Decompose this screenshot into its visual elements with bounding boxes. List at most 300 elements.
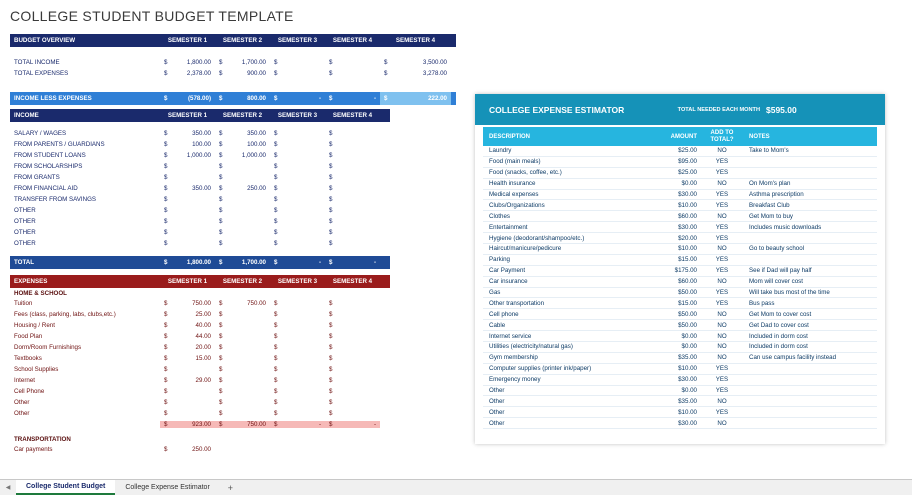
estimator-notes[interactable]	[743, 157, 877, 168]
expense-row[interactable]	[10, 408, 456, 419]
value-cell[interactable]	[325, 399, 380, 406]
value-cell[interactable]	[160, 377, 215, 384]
estimator-notes[interactable]: See if Dad will pay half	[743, 266, 877, 277]
value-cell[interactable]	[270, 344, 325, 351]
ile-label: INCOME LESS EXPENSES	[14, 95, 92, 102]
value-cell[interactable]	[160, 59, 215, 66]
estimator-add-to-total[interactable]: YES	[701, 168, 743, 179]
estimator-description[interactable]: Gas	[483, 288, 633, 299]
value-cell[interactable]	[325, 344, 380, 351]
estimator-row[interactable]	[483, 407, 877, 418]
value-cell[interactable]	[215, 311, 270, 318]
income-total-row[interactable]	[10, 256, 390, 269]
value-cell[interactable]	[215, 196, 270, 203]
estimator-row[interactable]	[483, 200, 877, 211]
value-cell[interactable]	[160, 344, 215, 351]
estimator-notes[interactable]: Breakfast Club	[743, 200, 877, 211]
estimator-description[interactable]: Computer supplies (printer ink/paper)	[483, 364, 633, 375]
estimator-row[interactable]	[483, 179, 877, 190]
estimator-notes[interactable]: Included in dorm cost	[743, 342, 877, 353]
estimator-notes[interactable]	[743, 407, 877, 418]
estimator-add-to-total[interactable]: YES	[701, 375, 743, 386]
estimator-amount[interactable]: $30.00	[633, 222, 701, 233]
value-cell[interactable]	[270, 229, 325, 236]
cell-value: 250.00	[247, 185, 266, 192]
currency-symbol: $	[274, 152, 278, 159]
subtotal-cell[interactable]	[270, 421, 325, 428]
value-cell[interactable]	[160, 322, 215, 329]
income-row[interactable]	[10, 161, 456, 172]
value-cell[interactable]	[215, 59, 270, 66]
value-cell[interactable]	[215, 163, 270, 170]
value-cell[interactable]	[160, 163, 215, 170]
currency-symbol: $	[274, 229, 278, 236]
estimator-row[interactable]	[483, 375, 877, 386]
value-cell[interactable]	[270, 163, 325, 170]
estimator-amount[interactable]: $50.00	[633, 320, 701, 331]
estimator-add-to-total[interactable]: YES	[701, 364, 743, 375]
estimator-row[interactable]	[483, 418, 877, 429]
value-cell[interactable]	[215, 399, 270, 406]
estimator-row[interactable]	[483, 255, 877, 266]
value-cell[interactable]	[215, 322, 270, 329]
value-cell[interactable]	[160, 174, 215, 181]
value-cell[interactable]	[270, 59, 325, 66]
estimator-description[interactable]: Gym membership	[483, 353, 633, 364]
value-cell[interactable]	[215, 355, 270, 362]
expense-row[interactable]	[10, 342, 456, 353]
estimator-description[interactable]: Entertainment	[483, 222, 633, 233]
estimator-notes[interactable]: Includes music downloads	[743, 222, 877, 233]
value-cell[interactable]	[160, 311, 215, 318]
subtotal-cell[interactable]	[325, 421, 380, 428]
value-cell[interactable]	[325, 185, 380, 192]
income-total-cell[interactable]	[215, 259, 270, 266]
income-row[interactable]	[10, 216, 456, 227]
estimator-add-to-total[interactable]: NO	[701, 309, 743, 320]
value-cell[interactable]	[325, 130, 380, 137]
currency-symbol: $	[219, 70, 223, 77]
expense-row[interactable]	[10, 364, 456, 375]
income-row[interactable]	[10, 194, 456, 205]
estimator-add-to-total[interactable]: NO	[701, 353, 743, 364]
ile-cell-3[interactable]	[270, 95, 325, 102]
estimator-amount[interactable]: $175.00	[633, 266, 701, 277]
estimator-amount[interactable]: $0.00	[633, 386, 701, 397]
expense-row[interactable]	[10, 375, 456, 386]
value-cell[interactable]	[160, 366, 215, 373]
estimator-amount[interactable]: $25.00	[633, 168, 701, 179]
estimator-description[interactable]: Car insurance	[483, 277, 633, 288]
overview-row[interactable]	[10, 57, 456, 68]
value-cell[interactable]	[325, 377, 380, 384]
overview-sem-1: SEMESTER 1	[167, 37, 208, 44]
estimator-amount[interactable]: $30.00	[633, 418, 701, 429]
income-row[interactable]	[10, 172, 456, 183]
estimator-description[interactable]: Food (main meals)	[483, 157, 633, 168]
value-cell[interactable]	[325, 59, 380, 66]
value-cell[interactable]	[215, 207, 270, 214]
currency-symbol: $	[274, 259, 278, 266]
estimator-add-to-total[interactable]: NO	[701, 418, 743, 429]
currency-symbol: $	[219, 410, 223, 417]
value-cell[interactable]	[380, 59, 451, 66]
estimator-notes[interactable]: On Mom's plan	[743, 179, 877, 190]
value-cell[interactable]	[325, 388, 380, 395]
expense-row[interactable]	[10, 397, 456, 408]
income-row[interactable]	[10, 183, 456, 194]
value-cell[interactable]	[160, 152, 215, 159]
estimator-notes[interactable]	[743, 255, 877, 266]
value-cell[interactable]	[160, 410, 215, 417]
value-cell[interactable]	[270, 333, 325, 340]
estimator-add-to-total[interactable]: YES	[701, 386, 743, 397]
estimator-add-to-total[interactable]: NO	[701, 331, 743, 342]
estimator-amount[interactable]: $10.00	[633, 407, 701, 418]
value-cell[interactable]	[325, 174, 380, 181]
value-cell[interactable]	[270, 70, 325, 77]
value-cell[interactable]	[160, 218, 215, 225]
estimator-description[interactable]: Car Payment	[483, 266, 633, 277]
value-cell[interactable]	[270, 196, 325, 203]
value-cell[interactable]	[160, 130, 215, 137]
estimator-amount[interactable]: $0.00	[633, 342, 701, 353]
value-cell[interactable]	[215, 174, 270, 181]
estimator-description[interactable]: Clothes	[483, 211, 633, 222]
estimator-description[interactable]: Cell phone	[483, 309, 633, 320]
ile-cell-2[interactable]	[215, 95, 270, 102]
estimator-add-to-total[interactable]: NO	[701, 342, 743, 353]
income-row[interactable]	[10, 205, 456, 216]
estimator-row[interactable]	[483, 190, 877, 201]
estimator-add-to-total[interactable]: YES	[701, 255, 743, 266]
tab-college-student-budget[interactable]: College Student Budget	[16, 480, 115, 495]
value-cell[interactable]	[270, 130, 325, 137]
value-cell[interactable]	[215, 366, 270, 373]
car-payments-row[interactable]	[10, 444, 456, 455]
value-cell[interactable]	[270, 377, 325, 384]
value-cell[interactable]	[215, 410, 270, 417]
estimator-notes[interactable]	[743, 168, 877, 179]
value-cell[interactable]	[325, 218, 380, 225]
estimator-description[interactable]: Other	[483, 396, 633, 407]
estimator-notes[interactable]	[743, 418, 877, 429]
estimator-notes[interactable]: Go to beauty school	[743, 244, 877, 255]
expense-subtotal-row[interactable]	[10, 419, 456, 430]
estimator-notes[interactable]: Asthma prescription	[743, 190, 877, 201]
estimator-amount[interactable]: $50.00	[633, 309, 701, 320]
value-cell[interactable]	[325, 410, 380, 417]
estimator-description[interactable]: Health insurance	[483, 179, 633, 190]
value-cell[interactable]	[270, 152, 325, 159]
estimator-row[interactable]	[483, 168, 877, 179]
value-cell[interactable]	[270, 174, 325, 181]
estimator-row[interactable]	[483, 386, 877, 397]
estimator-amount[interactable]: $35.00	[633, 396, 701, 407]
total-value: -	[318, 259, 321, 266]
value-cell[interactable]	[325, 311, 380, 318]
income-less-expenses-row[interactable]	[10, 92, 456, 105]
estimator-amount[interactable]: $30.00	[633, 190, 701, 201]
value-cell[interactable]	[380, 70, 451, 77]
estimator-row[interactable]	[483, 309, 877, 320]
value-cell[interactable]	[270, 366, 325, 373]
value-cell[interactable]	[160, 300, 215, 307]
value-cell[interactable]	[325, 229, 380, 236]
value-cell[interactable]	[270, 399, 325, 406]
value-cell[interactable]	[160, 229, 215, 236]
ile-cell-total[interactable]	[380, 92, 451, 105]
estimator-row[interactable]	[483, 288, 877, 299]
value-cell[interactable]	[160, 388, 215, 395]
value-cell[interactable]	[160, 399, 215, 406]
estimator-add-to-total[interactable]: NO	[701, 179, 743, 190]
income-row[interactable]	[10, 238, 456, 249]
estimator-row[interactable]	[483, 266, 877, 277]
expense-row[interactable]	[10, 386, 456, 397]
value-cell[interactable]	[215, 240, 270, 247]
expense-rows	[10, 298, 456, 419]
value-cell[interactable]	[215, 388, 270, 395]
estimator-row[interactable]	[483, 233, 877, 244]
income-total-cell[interactable]	[160, 259, 215, 266]
estimator-add-to-total[interactable]: YES	[701, 233, 743, 244]
value-cell[interactable]	[270, 300, 325, 307]
estimator-row[interactable]	[483, 353, 877, 364]
value-cell[interactable]	[215, 333, 270, 340]
value-cell[interactable]	[215, 152, 270, 159]
estimator-amount[interactable]: $15.00	[633, 255, 701, 266]
value-cell[interactable]	[325, 152, 380, 159]
estimator-add-to-total[interactable]: NO	[701, 396, 743, 407]
estimator-notes[interactable]: Included in dorm cost	[743, 331, 877, 342]
estimator-add-to-total[interactable]: YES	[701, 157, 743, 168]
income-row[interactable]	[10, 128, 456, 139]
currency-symbol: $	[219, 333, 223, 340]
currency-symbol: $	[274, 163, 278, 170]
estimator-notes[interactable]	[743, 233, 877, 244]
overview-row[interactable]	[10, 68, 456, 79]
estimator-add-to-total[interactable]: YES	[701, 190, 743, 201]
value-cell[interactable]	[325, 300, 380, 307]
estimator-notes[interactable]	[743, 396, 877, 407]
estimator-description[interactable]: Hygiene (deodorant/shampoo/etc.)	[483, 233, 633, 244]
value-cell[interactable]	[270, 388, 325, 395]
value-cell[interactable]	[270, 141, 325, 148]
estimator-notes[interactable]: Take to Mom's	[743, 146, 877, 157]
estimator-notes[interactable]: Get Dad to cover cost	[743, 320, 877, 331]
value-cell[interactable]	[325, 355, 380, 362]
value-cell[interactable]	[215, 70, 270, 77]
estimator-row[interactable]	[483, 146, 877, 157]
estimator-amount[interactable]: $60.00	[633, 277, 701, 288]
cell-value: 29.00	[195, 377, 211, 384]
currency-symbol: $	[219, 174, 223, 181]
income-sem-3: SEMESTER 3	[277, 112, 318, 119]
value-cell[interactable]	[270, 322, 325, 329]
currency-symbol: $	[274, 421, 278, 428]
value-cell[interactable]	[160, 70, 215, 77]
car-cell[interactable]	[160, 446, 215, 453]
estimator-amount[interactable]: $0.00	[633, 331, 701, 342]
income-total-cell[interactable]	[270, 259, 325, 266]
estimator-row[interactable]	[483, 277, 877, 288]
tab-college-expense-estimator[interactable]: College Expense Estimator	[125, 484, 210, 491]
subtotal-cell[interactable]	[215, 421, 270, 428]
estimator-add-to-total[interactable]: YES	[701, 288, 743, 299]
estimator-add-to-total[interactable]: YES	[701, 222, 743, 233]
estimator-add-to-total[interactable]: YES	[701, 407, 743, 418]
estimator-description[interactable]: Utilities (electricity/natural gas)	[483, 342, 633, 353]
estimator-add-to-total[interactable]: NO	[701, 277, 743, 288]
value-cell[interactable]	[325, 207, 380, 214]
value-cell[interactable]	[160, 355, 215, 362]
estimator-notes[interactable]: Get Mom to buy	[743, 211, 877, 222]
estimator-row[interactable]	[483, 211, 877, 222]
estimator-row[interactable]	[483, 157, 877, 168]
expense-row[interactable]	[10, 331, 456, 342]
value-cell[interactable]	[270, 240, 325, 247]
estimator-description[interactable]: Medical expenses	[483, 190, 633, 201]
currency-symbol: $	[164, 174, 168, 181]
estimator-amount[interactable]: $0.00	[633, 179, 701, 190]
estimator-add-to-total[interactable]: YES	[701, 298, 743, 309]
estimator-add-to-total[interactable]: NO	[701, 146, 743, 157]
estimator-description[interactable]: Laundry	[483, 146, 633, 157]
value-cell[interactable]	[325, 366, 380, 373]
estimator-description[interactable]: Food (snacks, coffee, etc.)	[483, 168, 633, 179]
value-cell[interactable]	[270, 355, 325, 362]
value-cell[interactable]	[215, 229, 270, 236]
estimator-description[interactable]: Parking	[483, 255, 633, 266]
estimator-row[interactable]	[483, 342, 877, 353]
subtotal-cell[interactable]	[160, 421, 215, 428]
value-cell[interactable]	[270, 410, 325, 417]
value-cell[interactable]	[270, 311, 325, 318]
income-row[interactable]	[10, 227, 456, 238]
tab-scroll-left-icon[interactable]: ◀	[5, 485, 11, 491]
estimator-add-to-total[interactable]: NO	[701, 320, 743, 331]
estimator-row[interactable]	[483, 396, 877, 407]
value-cell[interactable]	[215, 218, 270, 225]
estimator-add-to-total[interactable]: YES	[701, 266, 743, 277]
ile-cell-1[interactable]	[160, 95, 215, 102]
value-cell[interactable]	[215, 344, 270, 351]
value-cell[interactable]	[270, 207, 325, 214]
estimator-row[interactable]	[483, 222, 877, 233]
estimator-amount[interactable]: $10.00	[633, 244, 701, 255]
estimator-amount[interactable]: $60.00	[633, 211, 701, 222]
ile-cell-4[interactable]	[325, 95, 380, 102]
value-cell[interactable]	[160, 207, 215, 214]
estimator-amount[interactable]: $30.00	[633, 375, 701, 386]
estimator-amount[interactable]: $25.00	[633, 146, 701, 157]
estimator-description[interactable]: Other	[483, 407, 633, 418]
estimator-row[interactable]	[483, 244, 877, 255]
expense-row[interactable]	[10, 320, 456, 331]
estimator-row[interactable]	[483, 298, 877, 309]
estimator-add-to-total[interactable]: NO	[701, 211, 743, 222]
expense-row[interactable]	[10, 309, 456, 320]
estimator-notes[interactable]: Get Mom to cover cost	[743, 309, 877, 320]
income-row[interactable]	[10, 139, 456, 150]
value-cell[interactable]	[215, 185, 270, 192]
estimator-amount[interactable]: $10.00	[633, 364, 701, 375]
value-cell[interactable]	[215, 300, 270, 307]
estimator-notes[interactable]	[743, 386, 877, 397]
estimator-notes[interactable]	[743, 375, 877, 386]
overview-sem-3: SEMESTER 3	[277, 37, 318, 44]
currency-symbol: $	[274, 388, 278, 395]
value-cell[interactable]	[160, 185, 215, 192]
estimator-description[interactable]: Other	[483, 418, 633, 429]
estimator-amount[interactable]: $20.00	[633, 233, 701, 244]
value-cell[interactable]	[160, 141, 215, 148]
value-cell[interactable]	[160, 196, 215, 203]
estimator-amount[interactable]: $15.00	[633, 298, 701, 309]
currency-symbol: $	[329, 421, 333, 428]
estimator-amount[interactable]: $10.00	[633, 200, 701, 211]
estimator-add-to-total[interactable]: NO	[701, 244, 743, 255]
estimator-notes[interactable]: Bus pass	[743, 298, 877, 309]
value-cell[interactable]	[325, 163, 380, 170]
estimator-description[interactable]: Clubs/Organizations	[483, 200, 633, 211]
value-cell[interactable]	[270, 185, 325, 192]
value-cell[interactable]	[160, 240, 215, 247]
estimator-notes[interactable]	[743, 364, 877, 375]
estimator-amount[interactable]: $35.00	[633, 353, 701, 364]
income-total-cell[interactable]	[325, 259, 380, 266]
estimator-description[interactable]: Cable	[483, 320, 633, 331]
estimator-description[interactable]: Other transportation	[483, 298, 633, 309]
estimator-notes[interactable]: Will take bus most of the time	[743, 288, 877, 299]
value-cell[interactable]	[325, 70, 380, 77]
expense-row[interactable]	[10, 353, 456, 364]
estimator-notes[interactable]: Mom will cover cost	[743, 277, 877, 288]
estimator-description[interactable]: Other	[483, 386, 633, 397]
estimator-description[interactable]: Emergency money	[483, 375, 633, 386]
estimator-description[interactable]: Internet service	[483, 331, 633, 342]
currency-symbol: $	[164, 130, 168, 137]
expense-row[interactable]	[10, 298, 456, 309]
value-cell[interactable]	[325, 240, 380, 247]
value-cell[interactable]	[325, 196, 380, 203]
estimator-amount[interactable]: $95.00	[633, 157, 701, 168]
currency-symbol: $	[219, 218, 223, 225]
estimator-row[interactable]	[483, 331, 877, 342]
value-cell[interactable]	[215, 141, 270, 148]
subtotal-value: 923.00	[192, 421, 211, 428]
value-cell[interactable]	[160, 333, 215, 340]
value-cell[interactable]	[325, 141, 380, 148]
estimator-row[interactable]	[483, 320, 877, 331]
estimator-add-to-total[interactable]: YES	[701, 200, 743, 211]
value-cell[interactable]	[270, 218, 325, 225]
income-row[interactable]	[10, 150, 456, 161]
add-sheet-icon[interactable]: +	[227, 482, 234, 493]
cell-value: 3,500.00	[422, 59, 447, 66]
estimator-amount[interactable]: $50.00	[633, 288, 701, 299]
row-label: FROM FINANCIAL AID	[14, 185, 78, 192]
value-cell[interactable]	[325, 333, 380, 340]
value-cell[interactable]	[215, 377, 270, 384]
value-cell[interactable]	[215, 130, 270, 137]
estimator-notes[interactable]: Can use campus facility instead	[743, 353, 877, 364]
estimator-row[interactable]	[483, 364, 877, 375]
cell-value: 40.00	[195, 322, 211, 329]
value-cell[interactable]	[325, 322, 380, 329]
estimator-description[interactable]: Haircut/manicure/pedicure	[483, 244, 633, 255]
